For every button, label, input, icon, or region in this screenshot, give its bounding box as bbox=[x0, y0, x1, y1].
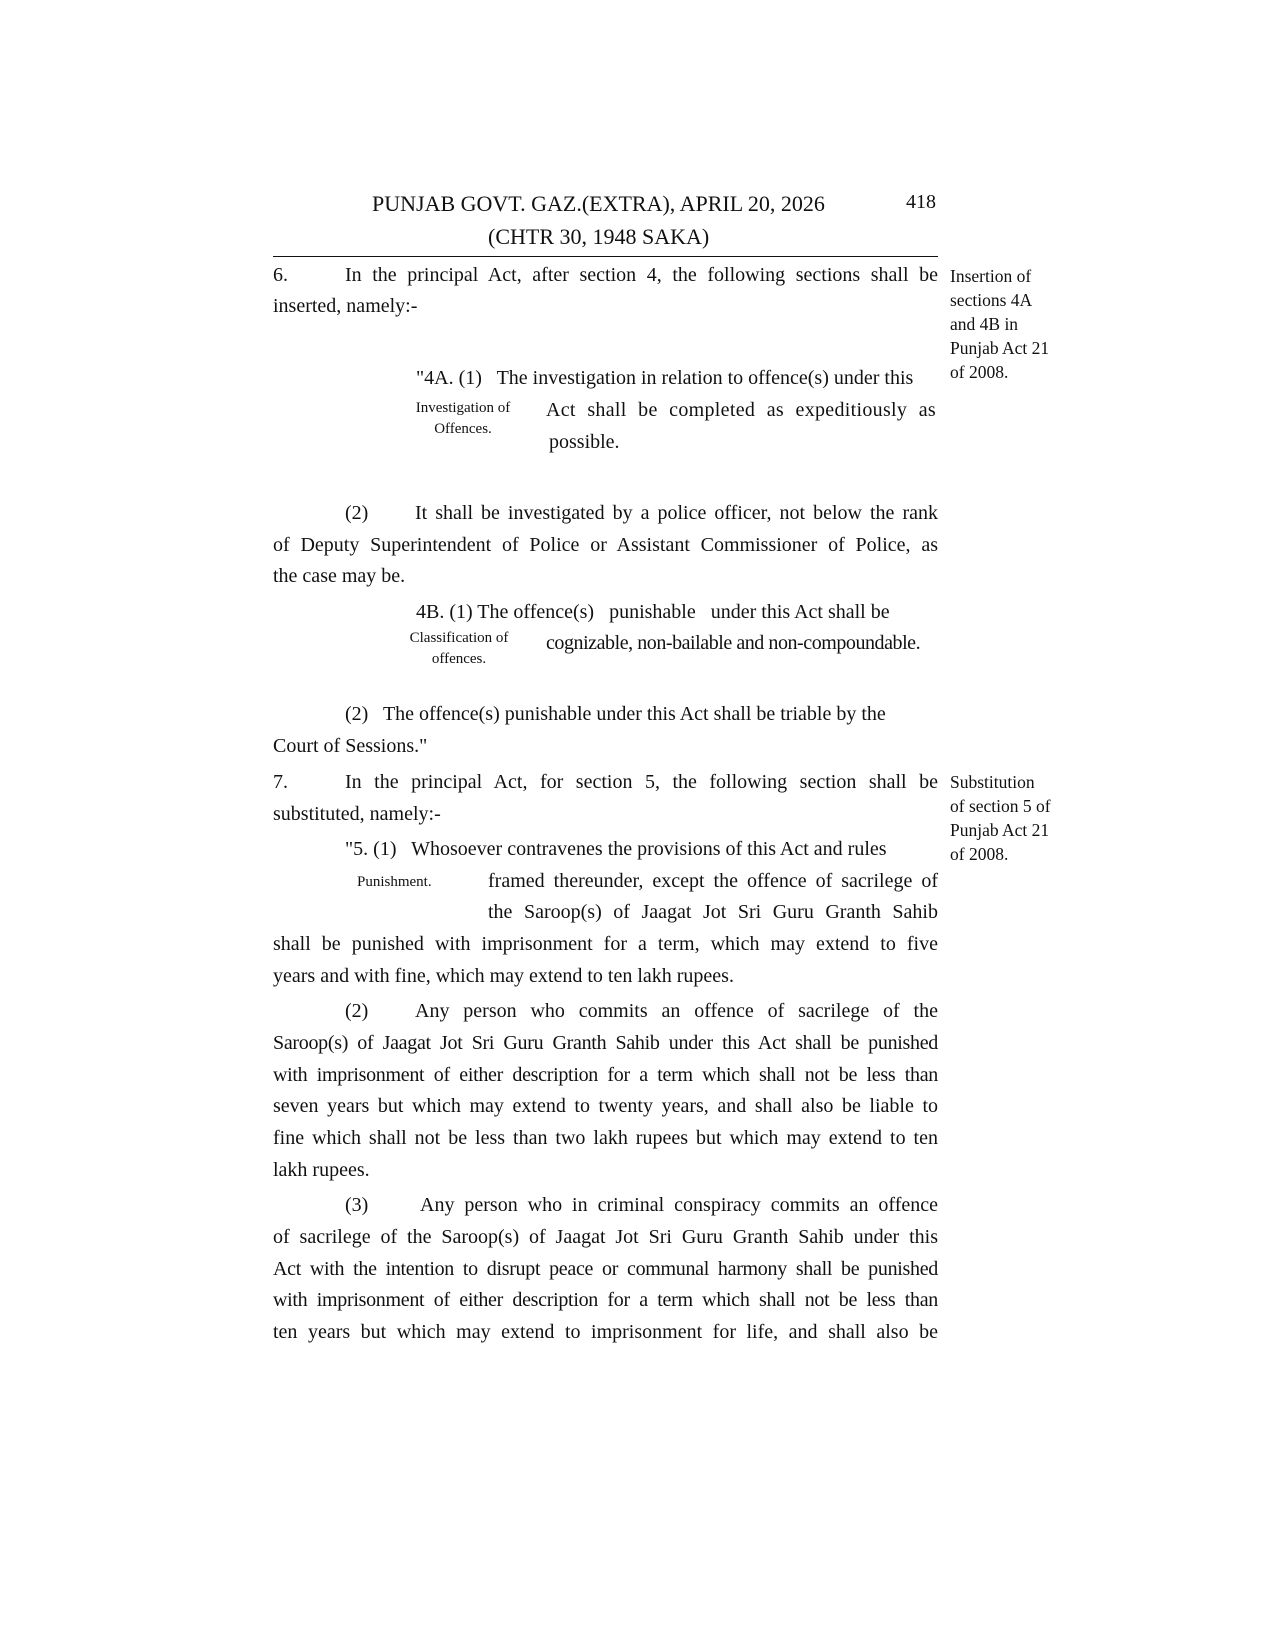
section-5-line-3: the Saroop(s) of Jaagat Jot Sri Guru Granth Sahib bbox=[488, 901, 938, 923]
margin-note-line: offences. bbox=[431, 651, 487, 667]
section-5-2-number: (2) bbox=[345, 1000, 369, 1022]
margin-note-investigation bbox=[400, 398, 526, 440]
header-rule bbox=[273, 256, 938, 257]
side-note-line: Punjab Act 21 bbox=[950, 338, 1050, 358]
side-note-line: Punjab Act 21 bbox=[950, 820, 1050, 840]
section-5-2-line: Saroop(s) of Jaagat Jot Sri Guru Granth Sahib under this Act shall be punished bbox=[273, 1032, 938, 1054]
section-4b-2-line-2: Court of Sessions." bbox=[273, 735, 428, 757]
gazette-subtitle: (CHTR 30, 1948 SAKA) bbox=[488, 224, 710, 249]
section-5-3-line: with imprisonment of either description for a term which shall not be less than bbox=[273, 1289, 938, 1311]
side-note-line: sections 4A bbox=[950, 290, 1033, 310]
side-note-line: Insertion of bbox=[950, 266, 1032, 286]
section-5-3-line: of sacrilege of the Saroop(s) of Jaagat Jot Sri Guru Granth Sahib under this bbox=[273, 1226, 938, 1248]
section-4a-line-2: Act shall be completed as expeditiously as bbox=[546, 399, 936, 421]
side-note-line: and 4B in bbox=[950, 314, 1019, 334]
section-5-line-2: framed thereunder, except the offence of sacrilege of bbox=[488, 870, 938, 892]
page-number: 418 bbox=[906, 191, 936, 213]
margin-note-line: Investigation of bbox=[415, 400, 511, 416]
section-4a-2-line-1: It shall be investigated by a police officer, not below the rank bbox=[415, 502, 938, 524]
section-4b-line-1: 4B. (1) The offence(s) punishable under this Act shall be bbox=[416, 601, 890, 623]
section-5-line-5: years and with fine, which may extend to ten lakh rupees. bbox=[273, 965, 734, 987]
section-7-line-2: substituted, namely:- bbox=[273, 803, 441, 825]
section-4a-2-number: (2) bbox=[345, 502, 369, 524]
section-6-line-2: inserted, namely:- bbox=[273, 295, 418, 317]
section-5-3-line: Act with the intention to disrupt peace or communal harmony shall be punished bbox=[273, 1258, 938, 1280]
section-5-3-line: Any person who in criminal conspiracy commits an offence bbox=[420, 1194, 938, 1216]
section-4a-line-3: possible. bbox=[549, 431, 620, 453]
section-4a-line-1: "4A. (1) The investigation in relation to offence(s) under this bbox=[416, 367, 914, 389]
section-5-3-line: ten years but which may extend to imprisonment for life, and shall also be bbox=[273, 1321, 938, 1343]
section-4b-2-line-1: (2) The offence(s) punishable under this Act shall be triable by the bbox=[345, 703, 886, 725]
margin-note-classification bbox=[396, 628, 522, 670]
section-5-2-line: with imprisonment of either description for a term which shall not be less than bbox=[273, 1064, 938, 1086]
margin-note-line: Classification of bbox=[409, 630, 509, 646]
margin-note-punishment: Punishment. bbox=[357, 874, 432, 890]
margin-note-line: Offences. bbox=[434, 421, 492, 437]
section-7-line-1: In the principal Act, for section 5, the following section shall be bbox=[345, 771, 938, 793]
side-note-line: of 2008. bbox=[950, 362, 1009, 382]
section-5-2-line: lakh rupees. bbox=[273, 1159, 370, 1181]
side-note-line: of 2008. bbox=[950, 844, 1009, 864]
section-4b-line-2: cognizable, non-bailable and non-compoundable. bbox=[546, 632, 921, 654]
gazette-title: PUNJAB GOVT. GAZ.(EXTRA), APRIL 20, 2026 bbox=[372, 191, 825, 216]
section-5-3-number: (3) bbox=[345, 1194, 369, 1216]
section-4a-2-line-2: of Deputy Superintendent of Police or Assistant Commissioner of Police, as bbox=[273, 534, 938, 556]
section-6-line-1: In the principal Act, after section 4, the following sections shall be bbox=[345, 264, 938, 286]
section-6-number: 6. bbox=[273, 264, 288, 286]
section-5-2-line: seven years but which may extend to twenty years, and shall also be liable to bbox=[273, 1095, 938, 1117]
side-note-line: Substitution bbox=[950, 772, 1035, 792]
section-5-line-4: shall be punished with imprisonment for a term, which may extend to five bbox=[273, 933, 938, 955]
section-5-2-line: fine which shall not be less than two lakh rupees but which may extend to ten bbox=[273, 1127, 938, 1149]
section-7-number: 7. bbox=[273, 771, 288, 793]
section-5-line-1: "5. (1) Whosoever contravenes the provisions of this Act and rules bbox=[345, 838, 887, 860]
side-note-line: of section 5 of bbox=[950, 796, 1051, 816]
section-4a-2-line-3: the case may be. bbox=[273, 565, 406, 587]
section-5-2-line: Any person who commits an offence of sacrilege of the bbox=[415, 1000, 938, 1022]
